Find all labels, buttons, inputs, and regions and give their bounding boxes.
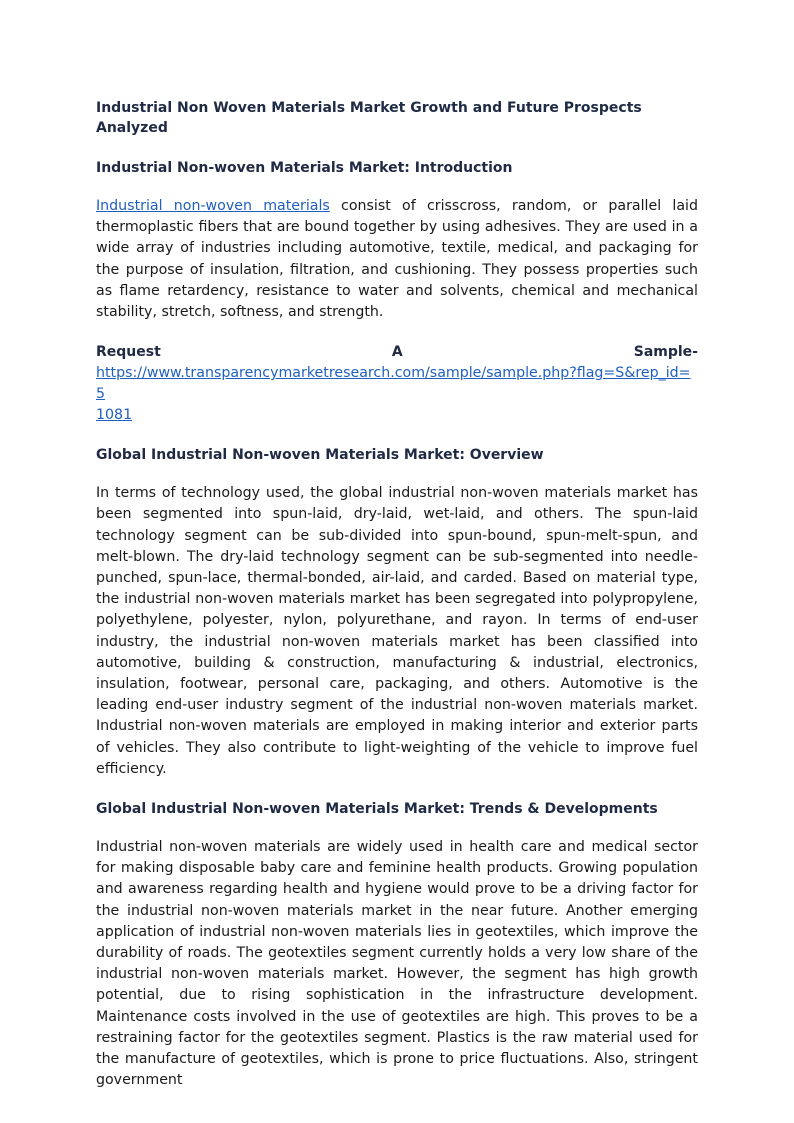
request-word-a: A bbox=[391, 344, 403, 361]
request-sample-block bbox=[96, 342, 698, 426]
overview-paragraph: In terms of technology used, the global industrial non-woven materials market has been segmented into spun-laid, dry-laid, wet-laid, and others. The spun-laid technology segment can be sub-divided into spun-bound, spun-melt-spun, and melt-blown. The dry-laid technology segment can be sub-segmented into needle-punched, spun-lace, thermal-bonded, air-laid, and carded. Based on material type, the industrial non-woven materials market has been segregated into polypropylene, polyethylene, polyester, nylon, polyurethane, and rayon. In terms of end-user industry, the industrial non-woven materials market has been classified into automotive, building & construction, manufacturing & industrial, electronics, insulation, footwear, personal care, packaging, and others. Automotive is the leading end-user industry segment of the industrial non-woven materials market. Industrial non-woven materials are employed in making interior and exterior parts of vehicles. They also contribute to light-weighting of the vehicle to improve fuel efficiency. bbox=[96, 485, 698, 777]
request-word-sample: Sample- bbox=[633, 344, 698, 361]
intro-link[interactable]: Industrial non-woven materials bbox=[96, 198, 330, 214]
sample-url-line-2: 1081 bbox=[96, 407, 133, 424]
trends-heading: Global Industrial Non-woven Materials Market: Trends & Developments bbox=[96, 801, 658, 818]
intro-heading: Industrial Non-woven Materials Market: Introduction bbox=[96, 160, 513, 176]
trends-paragraph: Industrial non-woven materials are widely used in health care and medical sector for making disposable baby care and feminine health products. Growing population and awareness regarding health and hygiene would prove to be a driving factor for the industrial non-woven materials market in the near future. Another emerging application of industrial non-woven materials lies in geotextiles, which improve the durability of roads. The geotextiles segment currently holds a very low share of the industrial non-woven materials market. However, the segment has high growth potential, due to rising sophistication in the infrastructure development. Maintenance costs involved in the use of geotextiles are high. This proves to be a restraining factor for the geotextiles segment. Plastics is the raw material used for the manufacture of geotextiles, which is prone to price fluctuations. Also, stringent government bbox=[96, 839, 698, 1089]
request-sample-label bbox=[96, 342, 698, 363]
intro-paragraph bbox=[96, 196, 698, 323]
document-title: Industrial Non Woven Materials Market Growth and Future Prospects Analyzed bbox=[96, 100, 642, 136]
sample-url-line-1: https://www.transparencymarketresearch.com/sample/sample.php?flag=S&rep_id=5 bbox=[96, 365, 691, 403]
intro-text: consist of crisscross, random, or parallel laid thermoplastic fibers that are bound together by using adhesives. They are used in a wide array of industries including automotive, textile, medical, and packaging for the purpose of insulation, filtration, and cushioning. They possess properties such as flame retardency, resistance to water and solvents, chemical and mechanical stability, stretch, softness, and strength. bbox=[96, 198, 698, 321]
request-word-request: Request bbox=[96, 344, 161, 361]
sample-url-link[interactable] bbox=[96, 363, 698, 426]
document-page bbox=[96, 98, 698, 1111]
overview-heading: Global Industrial Non-woven Materials Market: Overview bbox=[96, 447, 544, 464]
